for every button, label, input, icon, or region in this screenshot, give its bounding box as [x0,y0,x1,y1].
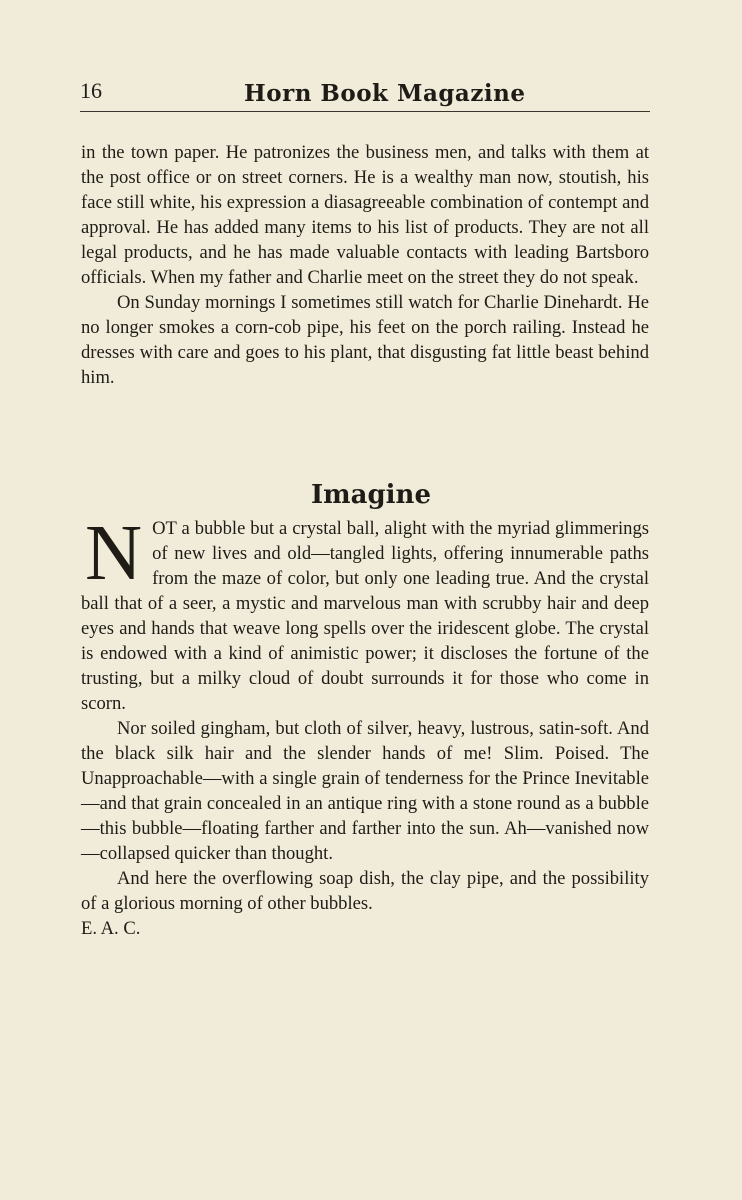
paragraph: in the town paper. He patronizes the business men, and talks with them at the post office or on street corners. He is a wealthy man now, stoutish, his face still white, his expression a diasagreeable combination of contempt and approval. He has added many items to his list of products. They are not all legal products, and he has made valuable contacts with leading Bartsboro officials. When my father and Charlie meet on the street they do not speak. [81,142,649,288]
article-body [81,510,649,941]
page-number: 16 [80,78,102,103]
continuation-text [81,140,649,390]
paragraph: On Sunday mornings I sometimes still watch for Charlie Dinehardt. He no longer smokes a corn-cob pipe, his feet on the porch railing. Instead he dresses with care and goes to his plant, that disgusting fat little beast behind him. [81,292,649,388]
running-head: Horn Book Magazine [244,80,526,107]
paragraph-text: OT a bubble but a crystal ball, alight with the myriad glimmerings of new lives and old—tangled lights, offering innumerable paths from the maze of color, but only one leading true. And the crystal ball that of a seer, a mystic and marvelous man with scrubby hair and deep eyes and hands that weave long spells over the iridescent globe. The crystal is endowed with a kind of animistic power; it discloses the fortune of the trusting, but a milky cloud of doubt surrounds it for those who come in scorn. [81,518,649,714]
header-rule [80,111,650,112]
paragraph: And here the overflowing soap dish, the clay pipe, and the possibility of a glorious morning of other bubbles. [81,868,649,914]
paragraph [81,510,649,716]
signature: E. A. C. [81,918,141,939]
article-title: Imagine [310,480,432,510]
drop-cap: N [85,510,143,597]
paragraph: Nor soiled gingham, but cloth of silver, heavy, lustrous, satin-soft. And the black silk hair and the slender hands of me! Slim. Poised. The Unapproachable—with a single grain of tenderness for the Prince Inevitable—and that grain concealed in an antique ring with a stone round as a bubble—this bubble—floating farther and farther into the sun. Ah—vanished now—collapsed quicker than thought. [81,718,649,864]
